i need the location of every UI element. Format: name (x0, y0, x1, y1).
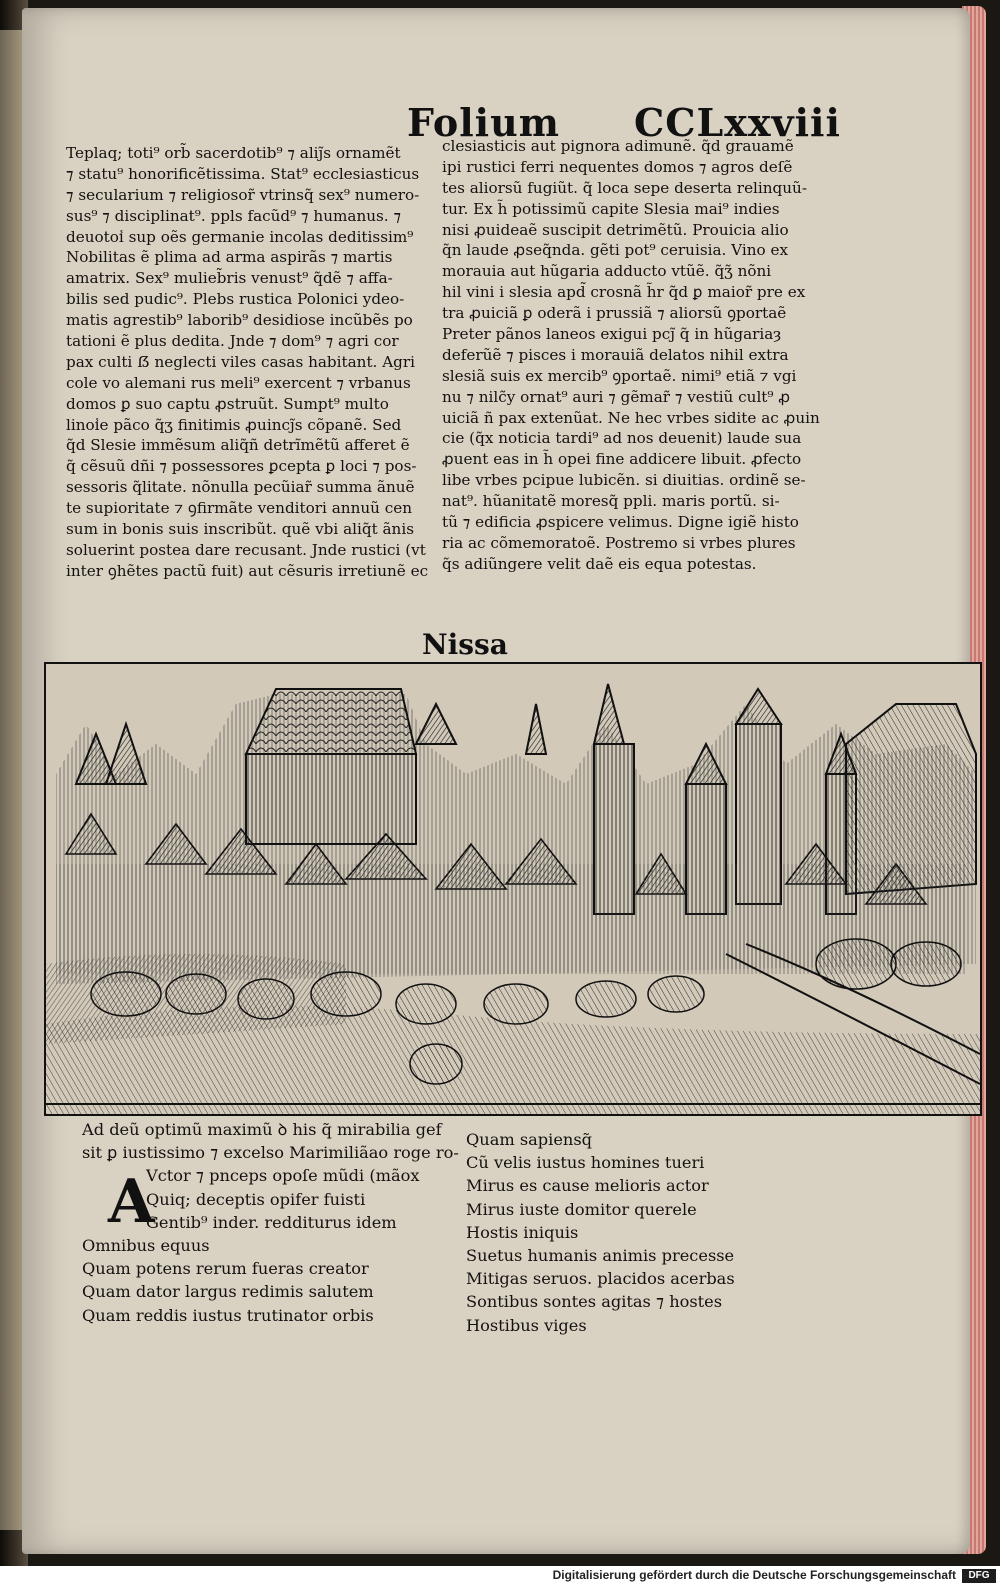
text-line: inter ꝯhẽtes pactũ fuit) aut cẽsuris irretiunẽ ec (66, 561, 429, 580)
decorated-initial: A (108, 1167, 155, 1237)
woodcut-illustration (46, 664, 980, 1114)
text-line: tũ ⁊ edificia ꝓspicere velimus. Digne igiẽ histo (442, 513, 799, 532)
poem-line: Quam dator largus redimis salutem (82, 1282, 374, 1302)
text-line: uiciã ñ pax extenũat. Ne hec vrbes sidite ac ꝓuin (442, 408, 820, 427)
poem-column-left (82, 1118, 459, 1327)
text-line: nisi ꝓuideaẽ suscipit detrimẽtũ. Prouicia alio (442, 220, 789, 239)
city-woodcut (44, 662, 982, 1116)
text-line: q̃n laude ꝓseq̃nda. gẽti pot⁹ ceruisia. Vino ex (442, 241, 789, 260)
text-line: sum in bonis suis inscribũt. quẽ vbi aliq̃t ãnis (66, 520, 414, 539)
poem-line: Omnibus equus (82, 1235, 210, 1255)
text-line: bilis sed pudic⁹. Plebs rustica Polonici ydeo- (66, 290, 405, 309)
text-line: q̃s adiũngere velit daẽ eis equa potestas. (442, 554, 757, 573)
folio-number: CCLxxviii (634, 100, 841, 145)
dfg-logo: DFG (962, 1569, 996, 1583)
poem-line: Gentib⁹ inder. redditurus idem (146, 1212, 397, 1232)
text-line: tra ꝓuiciã ꝑ oderã i prussiã ⁊ aliorsũ ꝯportaẽ (442, 304, 787, 323)
poem-line: Hostibus viges (466, 1315, 587, 1335)
text-line: Nobilitas ẽ plima ad arma aspirãs ⁊ martis (66, 248, 393, 267)
text-line: deuotoi̾ sup oẽs germanie incolas deditissim⁹ (66, 227, 414, 246)
text-line: tur. Ex h̃ potissimũ capite Slesia mai⁹ indies (442, 199, 780, 218)
text-line: nu ⁊ nilc̃y ornat⁹ auri ⁊ gẽmar̃ ⁊ vestiũ cult⁹ ꝓ (442, 387, 791, 406)
city-title: Nissa (422, 628, 508, 661)
poem-line: Mirus es cause melioris actor (466, 1176, 709, 1196)
text-line: tes aliorsũ fugiũt. q̃ loca sepe deserta relinquũ- (442, 178, 807, 197)
text-line: ⁊ secularium ⁊ religiosor̃ vtrinsq̃ sex⁹ numero- (66, 185, 420, 204)
text-line: deferũẽ ⁊ pisces i morauiã delatos nihil extra (442, 345, 789, 364)
text-line: cie (q̃x noticia tardi⁹ ad nos deuenit) laude sua (442, 429, 802, 448)
text-column-right (442, 136, 820, 575)
poem-line: Ad deũ optimũ maximũ ꝺ his q̃ mirabilia gef (82, 1120, 442, 1139)
text-line: slesiã suis ex mercib⁹ ꝯportaẽ. nimi⁹ etiã ⁊ vgi (442, 366, 797, 385)
poem-line: Mitigas seruos. placidos acerbas (466, 1269, 735, 1289)
text-line: clesiasticis aut pignora adimunẽ. q̃d grauamẽ (442, 137, 794, 155)
book-page (22, 8, 970, 1554)
text-line: Teplaq; toti⁹ orb̃ sacerdotib⁹ ⁊ aliȷ̃s ornamẽt (66, 144, 401, 162)
folio-label: Folium (407, 100, 560, 145)
text-line: morauia aut hũgaria adducto vtũẽ. q̃ʒ̃ nõni (442, 262, 772, 281)
poem-line: Vctor ⁊ pnceps opoſe mũdi (mãox (146, 1166, 420, 1186)
text-line: amatrix. Sex⁹ mulieb̃ris venust⁹ q̃dẽ ⁊ affa- (66, 269, 393, 288)
poem-line: Quam sapiensq̃ (466, 1130, 593, 1149)
text-line: ꝓuent eas in h̃ opei fine addicere libuit. ꝓfecto (442, 450, 802, 469)
text-line: q̃ cẽsuũ dñi ⁊ possessores ꝑcepta ꝑ loci ⁊ pos- (66, 457, 417, 476)
funding-credit: Digitalisierung gefördert durch die Deutsche Forschungsgemeinschaft (552, 1568, 956, 1582)
text-line: linoi̾e pãco q̃ʒ finitimis ꝓuincȷ̃s cõpanẽ. Sed (66, 415, 402, 434)
text-line: soluerint postea dare recusant. Jnde rustici (vt (66, 540, 426, 559)
text-line: pax culti ẞ neglecti viles casas habitant. Agri (66, 352, 416, 371)
text-line: hil vini i slesia apd̃ crosnã h̃r q̃d ꝑ maior̃ pre ex (442, 283, 806, 302)
text-line: matis agrestib⁹ laborib⁹ desidiose incũbẽs po (66, 311, 413, 330)
poem-line: Quam potens rerum fueras creator (82, 1259, 369, 1279)
poem-line: Suetus humanis animis precesse (466, 1245, 735, 1265)
poem-line: Sontibus sontes agitas ⁊ hostes (466, 1292, 723, 1312)
text-line: Preter pãnos laneos exigui pcȷ̃ q̃ in hũgariaȝ (442, 325, 782, 344)
poem-line: Mirus iuste domitor querele (466, 1199, 697, 1219)
text-line: ⁊ statu⁹ honorificẽtissima. Stat⁹ ecclesiasticus (66, 164, 420, 183)
text-line: sessoris q̃litate. nõnulla pecũiar̃ summa ãnuẽ (66, 478, 415, 497)
text-line: te supioritate ⁊ ꝯfirmãte venditori annuũ cen (66, 499, 413, 518)
text-line: domos ꝑ suo captu ꝓstruũt. Sumpt⁹ multo (66, 394, 389, 413)
poem-line: Hostis iniquis (466, 1222, 579, 1242)
poem-line: Quiq; deceptis opifer fuisti (146, 1189, 366, 1209)
text-line: tationi ẽ plus dedita. Jnde ⁊ dom⁹ ⁊ agri cor (66, 332, 399, 351)
poem-column-right (466, 1128, 735, 1337)
poem-line: Quam reddis iustus trutinator orbis (82, 1305, 374, 1325)
text-line: libe vrbes pcipue lubicẽn. si diuitias. ordinẽ se- (442, 471, 806, 490)
text-line: q̃d Slesie immẽsum aliq̃ñ detrĩmẽtũ afferet ẽ (66, 436, 410, 455)
poem-line: sit ꝑ iustissimo ⁊ excelso Marimiliãao roge ro- (82, 1143, 459, 1163)
text-column-left (66, 143, 428, 582)
text-line: sus⁹ ⁊ disciplinat⁹. ppls facũd⁹ ⁊ humanus. ⁊ (66, 206, 402, 225)
text-line: cole vo alemani rus meli⁹ exercent ⁊ vrbanus (66, 373, 411, 392)
text-line: ria ac cõmemoratoẽ. Postremo si vrbes plures (442, 533, 796, 552)
poem-line: Cũ velis iustus homines tueri (466, 1153, 705, 1173)
text-line: nat⁹. hũanitatẽ moresq̃ ppli. maris portũ. si- (442, 492, 780, 511)
footer-bar (0, 1566, 1000, 1586)
text-line: ipi rustici ferri nequentes domos ⁊ agros deſẽ (442, 157, 793, 176)
